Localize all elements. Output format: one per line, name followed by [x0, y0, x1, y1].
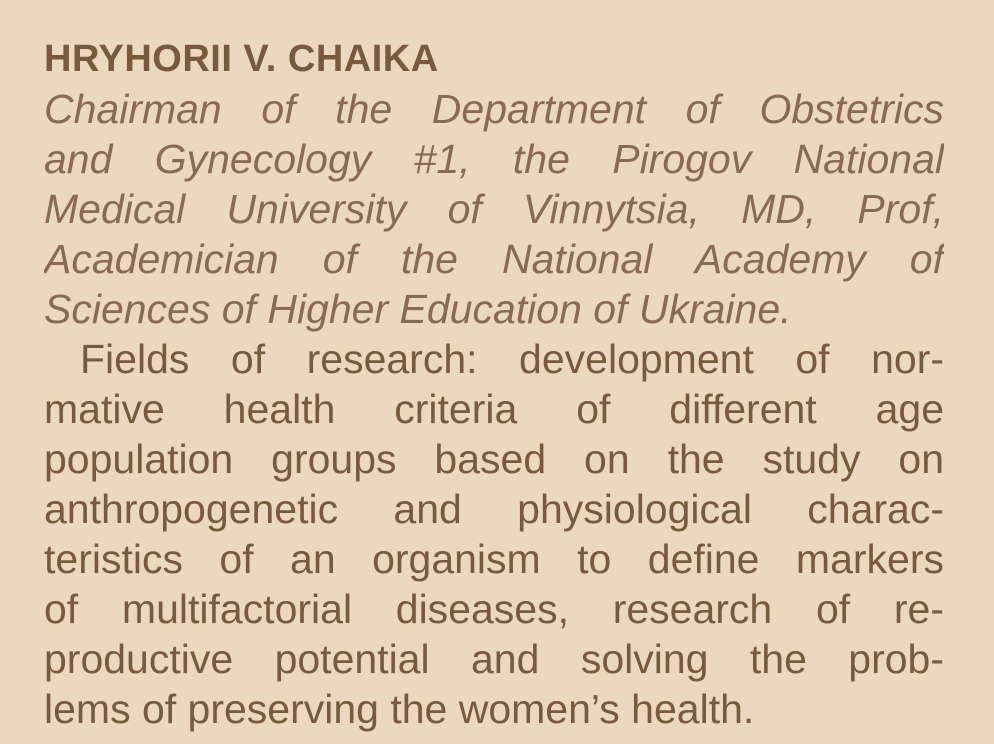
- research-line: teristics of an organism to define markers: [44, 536, 944, 582]
- title-line: Chairman of the Department of Obstetrics: [44, 86, 944, 132]
- research-line: Fields of research: development of nor-: [80, 336, 944, 382]
- title-line: Sciences of Higher Education of Ukraine.: [44, 286, 792, 332]
- research-fields: [44, 334, 944, 734]
- profile-card: [44, 34, 944, 734]
- research-line: population groups based on the study on: [44, 436, 944, 482]
- title-line: Academician of the National Academy of: [44, 236, 944, 282]
- research-line: of multifactorial diseases, research of re-: [44, 586, 944, 632]
- research-line: mative health criteria of different age: [44, 386, 944, 432]
- research-line: lems of preserving the women’s health.: [44, 686, 755, 732]
- research-line: productive potential and solving the prob-: [44, 636, 944, 682]
- title-line: Medical University of Vinnytsia, MD, Prof,: [44, 186, 944, 232]
- position-title: [44, 84, 944, 334]
- research-line: anthropogenetic and physiological charac-: [44, 486, 944, 532]
- title-line: and Gynecology #1, the Pirogov National: [44, 136, 944, 182]
- person-name: HRYHORII V. CHAIKA: [44, 38, 439, 80]
